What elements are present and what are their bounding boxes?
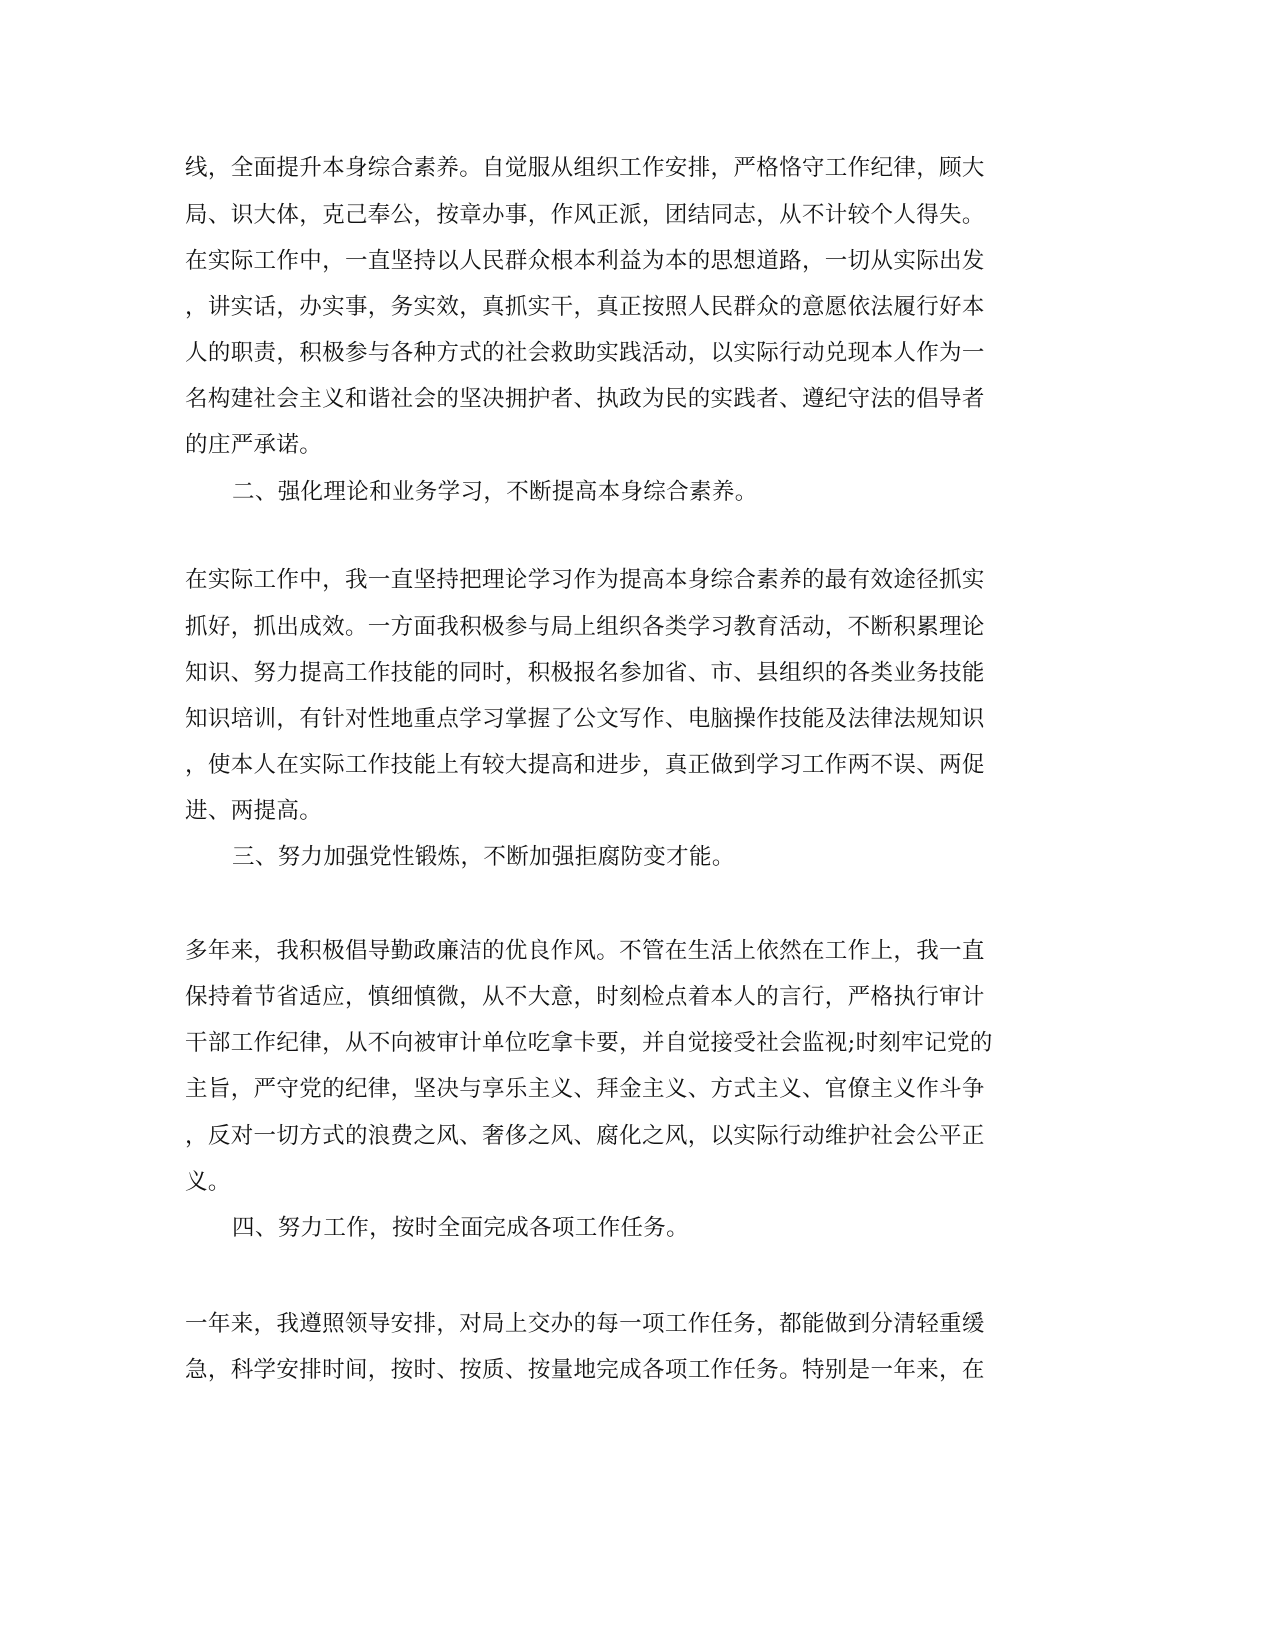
paragraph-line: 进、两提高。	[185, 798, 323, 824]
paragraph-line: 在实际工作中，我一直坚持把理论学习作为提高本身综合素养的最有效途径抓实	[185, 567, 985, 593]
paragraph-line: 主旨，严守党的纪律，坚决与享乐主义、拜金主义、方式主义、官僚主义作斗争	[185, 1076, 985, 1102]
paragraph-line: 抓好，抓出成效。一方面我积极参与局上组织各类学习教育活动，不断积累理论	[185, 614, 985, 640]
section-heading-2: 二、强化理论和业务学习，不断提高本身综合素养。	[232, 479, 758, 505]
paragraph-line: 人的职责，积极参与各种方式的社会救助实践活动，以实际行动兑现本人作为一	[185, 340, 985, 366]
paragraph-line: 知识、努力提高工作技能的同时，积极报名参加省、市、县组织的各类业务技能	[185, 660, 985, 686]
paragraph-line: ，使本人在实际工作技能上有较大提高和进步，真正做到学习工作两不误、两促	[185, 752, 985, 778]
paragraph-line: 知识培训，有针对性地重点学习掌握了公文写作、电脑操作技能及法律法规知识	[185, 706, 985, 732]
paragraph-line: 局、识大体，克己奉公，按章办事，作风正派，团结同志，从不计较个人得失。	[185, 202, 985, 228]
paragraph-line: ，反对一切方式的浪费之风、奢侈之风、腐化之风，以实际行动维护社会公平正	[185, 1123, 985, 1149]
paragraph-line: 线，全面提升本身综合素养。自觉服从组织工作安排，严格恪守工作纪律，顾大	[185, 155, 985, 181]
paragraph-line: 义。	[185, 1169, 231, 1195]
paragraph-line: 保持着节省适应，慎细慎微，从不大意，时刻检点着本人的言行，严格执行审计	[185, 984, 985, 1010]
paragraph-line: 干部工作纪律，从不向被审计单位吃拿卡要，并自觉接受社会监视;时刻牢记党的	[185, 1030, 993, 1056]
section-heading-4: 四、努力工作，按时全面完成各项工作任务。	[232, 1215, 690, 1241]
paragraph-line: 急，科学安排时间，按时、按质、按量地完成各项工作任务。特别是一年来，在	[185, 1357, 985, 1383]
section-heading-3: 三、努力加强党性锻炼，不断加强拒腐防变才能。	[232, 844, 735, 870]
paragraph-line: 一年来，我遵照领导安排，对局上交办的每一项工作任务，都能做到分清轻重缓	[185, 1311, 985, 1337]
paragraph-line: 在实际工作中，一直坚持以人民群众根本利益为本的思想道路，一切从实际出发	[185, 248, 985, 274]
paragraph-line: 多年来，我积极倡导勤政廉洁的优良作风。不管在生活上依然在工作上，我一直	[185, 938, 985, 964]
paragraph-line: 的庄严承诺。	[185, 432, 323, 458]
paragraph-line: ，讲实话，办实事，务实效，真抓实干，真正按照人民群众的意愿依法履行好本	[185, 294, 985, 320]
paragraph-line: 名构建社会主义和谐社会的坚决拥护者、执政为民的实践者、遵纪守法的倡导者	[185, 386, 985, 412]
